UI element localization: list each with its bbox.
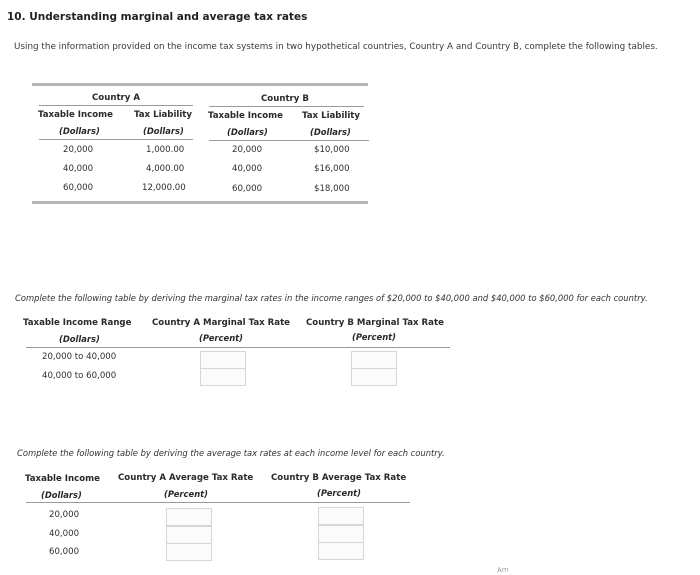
table-cell: 20,000 <box>232 145 263 155</box>
country-a-average-input-2[interactable] <box>166 526 212 544</box>
table-cell: 60,000 <box>232 184 263 194</box>
col-b-tax-unit: (Dollars) <box>310 127 351 137</box>
table-cell: 20,000 <box>63 145 94 155</box>
table-top-rule <box>32 83 368 86</box>
table-cell: 20,000 <box>49 510 80 520</box>
table-cell: 40,000 <box>232 164 263 174</box>
country-a-marginal-input-1[interactable] <box>200 351 246 369</box>
table-cell: 40,000 <box>49 529 80 539</box>
table-cell: 40,000 to 60,000 <box>42 371 117 381</box>
table-cell: 40,000 <box>63 164 94 174</box>
col-b-income-unit: (Dollars) <box>227 127 268 137</box>
country-b-average-input-2[interactable] <box>318 525 364 543</box>
table-bottom-rule <box>32 201 368 204</box>
col-b-marginal-unit: (Percent) <box>352 332 396 342</box>
col-b-average-rate: Country B Average Tax Rate <box>271 473 407 483</box>
question-title: 10. Understanding marginal and average tax rates <box>7 11 308 23</box>
col-taxable-income: Taxable Income <box>25 474 100 484</box>
country-a-average-input-1[interactable] <box>166 508 212 526</box>
col-a-income-unit: (Dollars) <box>59 126 100 136</box>
table-cell: 4,000.00 <box>146 164 185 174</box>
country-b-marginal-input-1[interactable] <box>351 351 397 369</box>
country-b-average-input-3[interactable] <box>318 542 364 560</box>
table-cell: $18,000 <box>314 184 350 194</box>
country-b-heading: Country B <box>261 94 309 104</box>
country-a-header-rule <box>39 139 193 140</box>
col-a-tax-unit: (Dollars) <box>143 126 184 136</box>
country-b-header-rule <box>209 140 369 141</box>
col-a-marginal-unit: (Percent) <box>199 333 243 343</box>
col-b-taxable-income: Taxable Income <box>208 111 283 121</box>
col-taxable-income-unit: (Dollars) <box>41 490 82 500</box>
col-b-tax-liability: Tax Liability <box>302 111 361 121</box>
col-a-average-rate: Country A Average Tax Rate <box>118 473 254 483</box>
average-instruction: Complete the following table by deriving the average tax rates at each income level for each country. <box>17 448 445 458</box>
col-income-range: Taxable Income Range <box>23 318 132 328</box>
country-a-average-input-3[interactable] <box>166 543 212 561</box>
table-cell: $16,000 <box>314 164 350 174</box>
country-b-rule <box>209 106 364 107</box>
col-a-average-unit: (Percent) <box>164 489 208 499</box>
col-income-range-unit: (Dollars) <box>59 334 100 344</box>
country-a-rule <box>39 105 193 106</box>
table-cell: 1,000.00 <box>146 145 185 155</box>
country-b-average-input-1[interactable] <box>318 507 364 525</box>
table-cell: 60,000 <box>63 183 94 193</box>
country-a-heading: Country A <box>92 93 141 103</box>
table-cell: 60,000 <box>49 547 80 557</box>
col-a-taxable-income: Taxable Income <box>38 110 113 120</box>
col-b-average-unit: (Percent) <box>317 488 361 498</box>
marginal-instruction: Complete the following table by deriving the marginal tax rates in the income ranges of $20,000 to $40,000 and $40,000 to $60,000 for each country. <box>15 293 648 303</box>
country-a-marginal-input-2[interactable] <box>200 368 246 386</box>
table-cell: $10,000 <box>314 145 350 155</box>
corner-mark: Am <box>496 565 509 575</box>
col-a-tax-liability: Tax Liability <box>134 110 193 120</box>
average-header-rule <box>26 502 410 503</box>
marginal-header-rule <box>26 347 450 348</box>
question-intro: Using the information provided on the income tax systems in two hypothetical countries, Country A and Country B, complete the following tables. <box>14 42 658 52</box>
col-a-marginal-rate: Country A Marginal Tax Rate <box>152 318 291 328</box>
table-cell: 12,000.00 <box>142 183 186 193</box>
table-cell: 20,000 to 40,000 <box>42 352 117 362</box>
country-b-marginal-input-2[interactable] <box>351 368 397 386</box>
col-b-marginal-rate: Country B Marginal Tax Rate <box>306 318 444 328</box>
